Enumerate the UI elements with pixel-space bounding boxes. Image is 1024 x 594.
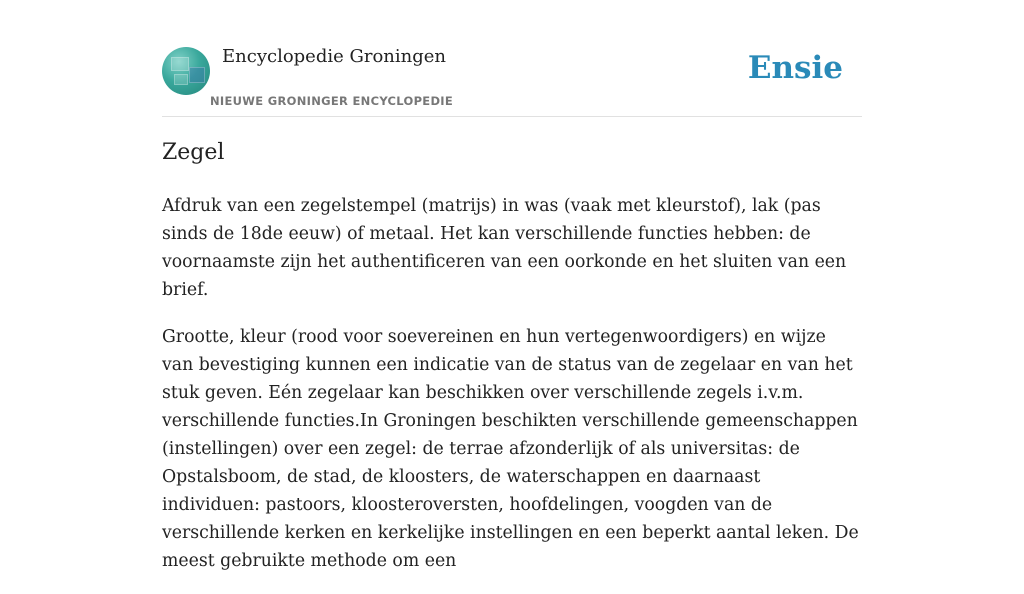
site-header <box>162 0 862 117</box>
entry-body <box>162 192 862 594</box>
entry-title: Zegel <box>162 140 225 165</box>
site-title[interactable]: Encyclopedie Groningen <box>222 46 447 67</box>
entry-paragraph: Grootte, kleur (rood voor soevereinen en hun vertegenwoordigers) en wijze van bevestiging kunnen een indicatie van de status van de zegelaar en van het stuk geven. Eén zegelaar kan beschikken over verschillende zegels i.v.m. verschillende functies.In Groningen beschikten verschillende gemeenschappen (instellingen) over een zegel: de terrae afzonderlijk of als universitas: de Opstalsboom, de stad, de kloosters, de waterschappen en daarnaast individuen: pastoors, kloosteroversten, hoofdelingen, voogden van de verschillende kerken en kerkelijke instellingen en een beperkt aantal leken. De meest gebruikte methode om een <box>162 327 859 571</box>
entry-paragraph: Afdruk van een zegelstempel (matrijs) in was (vaak met kleurstof), lak (pas sinds de 18de eeuw) of metaal. Het kan verschillende functies hebben: de voornaamste zijn het authentificeren van een oorkonde en het sluiten van een brief. <box>162 196 847 300</box>
logo-panel <box>174 74 188 85</box>
logo-panel <box>189 67 205 83</box>
logo-panel <box>171 57 189 71</box>
ensie-brand-link[interactable]: Ensie <box>747 50 843 86</box>
page <box>162 0 862 571</box>
site-subtitle: NIEUWE GRONINGER ENCYCLOPEDIE <box>210 94 454 108</box>
encyclopedia-logo-icon[interactable] <box>162 47 210 95</box>
